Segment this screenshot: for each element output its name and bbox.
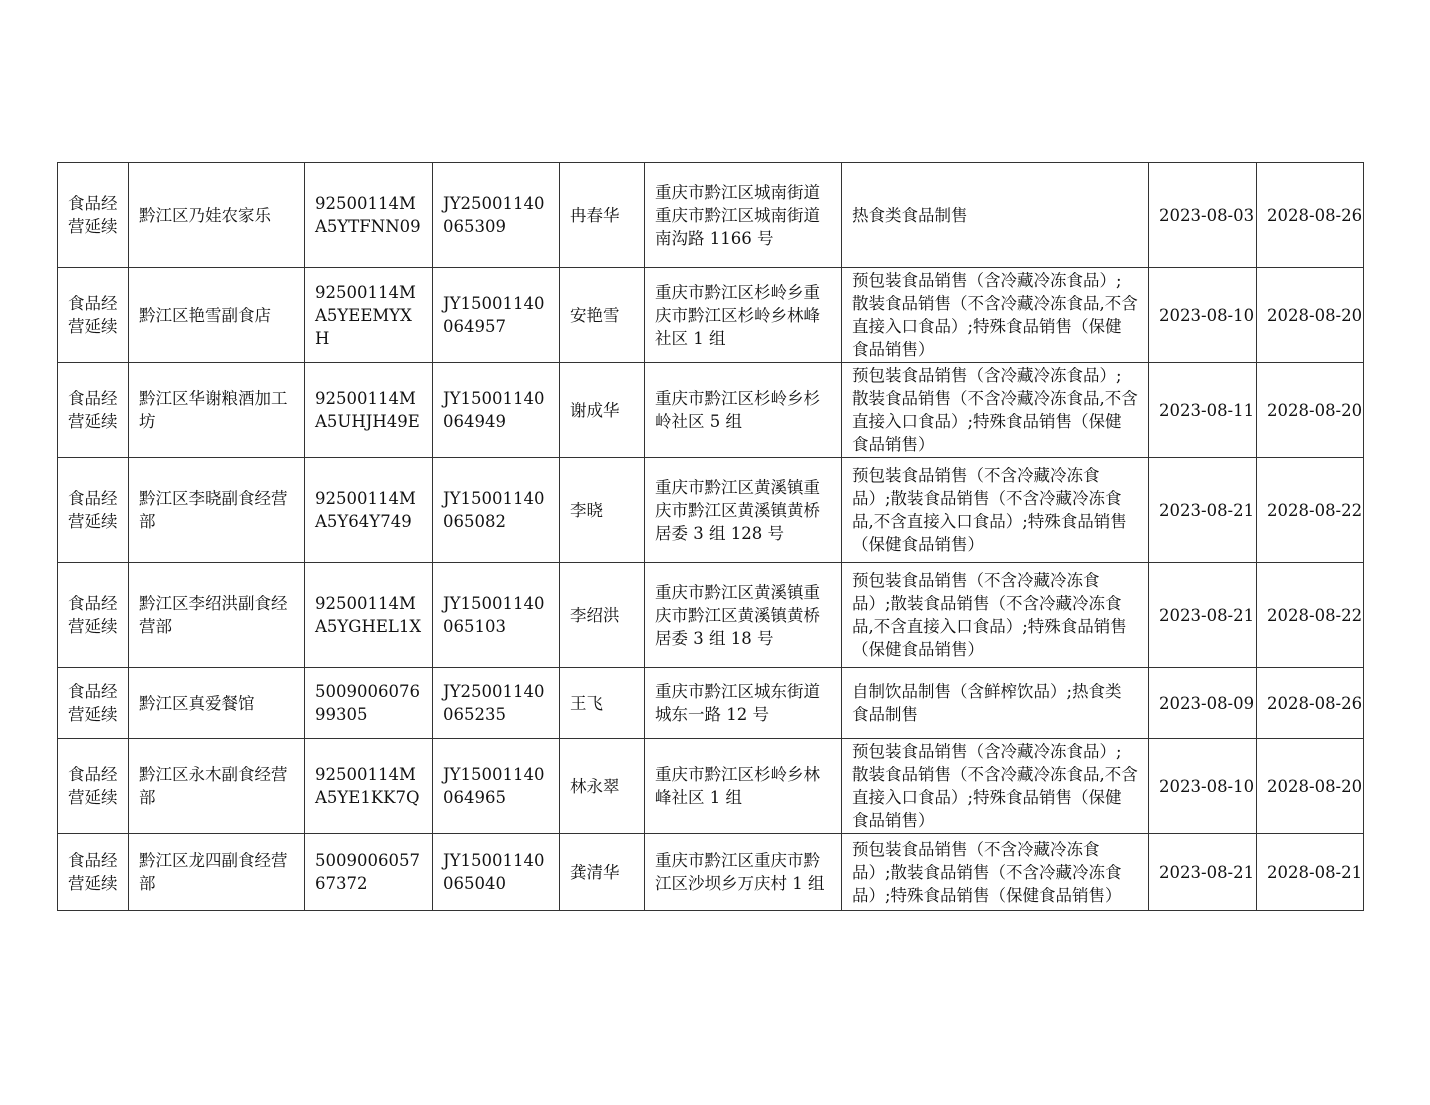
expiry-date: 2028-08-22 [1267,605,1363,625]
type-cell [58,834,129,911]
license-type: 食品经营延续 [68,489,118,531]
credit-code-cell [305,458,433,563]
type-cell [58,268,129,363]
business-name: 黔江区艳雪副食店 [139,305,271,325]
credit-code-cell [305,363,433,458]
license-no-cell [433,268,560,363]
scope-cell [842,458,1149,563]
name-cell [129,458,305,563]
scope-cell [842,268,1149,363]
type-cell [58,739,129,834]
name-cell [129,834,305,911]
legal-person: 李绍洪 [570,605,620,625]
type-cell [58,458,129,563]
business-name: 黔江区龙四副食经营部 [139,851,288,893]
expiry-date-cell [1257,268,1364,363]
expiry-date: 2028-08-26 [1267,205,1363,225]
issue-date-cell [1149,363,1257,458]
expiry-date-cell [1257,739,1364,834]
issue-date: 2023-08-21 [1159,862,1255,882]
address-cell [645,563,842,668]
issue-date-cell [1149,834,1257,911]
person-cell [560,834,645,911]
license-type: 食品经营延续 [68,294,118,336]
name-cell [129,363,305,458]
scope-cell [842,163,1149,268]
person-cell [560,458,645,563]
table-row [58,739,1364,834]
name-cell [129,563,305,668]
person-cell [560,668,645,739]
credit-code: 92500114MA5UHJH49E [315,389,420,431]
address-cell [645,458,842,563]
credit-code: 92500114MA5YGHEL1X [315,594,422,636]
scope-cell [842,834,1149,911]
license-type: 食品经营延续 [68,389,118,431]
business-address: 重庆市黔江区杉岭乡杉岭社区 5 组 [655,389,820,431]
expiry-date: 2028-08-20 [1267,776,1363,796]
business-scope: 自制饮品制售（含鲜榨饮品）;热食类食品制售 [852,682,1122,724]
license-number: JY15001140065040 [443,851,545,893]
address-cell [645,268,842,363]
business-scope: 预包装食品销售（含冷藏冷冻食品）;散装食品销售（不含冷藏冷冻食品,不含直接入口食品）;特殊食品销售（保健食品销售） [852,742,1138,830]
person-cell [560,363,645,458]
table-row [58,363,1364,458]
table-body [58,163,1364,911]
person-cell [560,739,645,834]
business-scope: 预包装食品销售（不含冷藏冷冻食品）;散装食品销售（不含冷藏冷冻食品,不含直接入口食品）;特殊食品销售（保健食品销售） [852,571,1127,659]
legal-person: 安艳雪 [570,305,620,325]
license-number: JY15001140065082 [443,489,545,531]
expiry-date: 2028-08-20 [1267,305,1363,325]
person-cell [560,563,645,668]
credit-code: 92500114MA5YTFNN09 [315,194,421,236]
expiry-date: 2028-08-20 [1267,400,1363,420]
business-address: 重庆市黔江区黄溪镇重庆市黔江区黄溪镇黄桥居委 3 组 128 号 [655,477,820,543]
type-cell [58,363,129,458]
name-cell [129,668,305,739]
business-scope: 预包装食品销售（不含冷藏冷冻食品）;散装食品销售（不含冷藏冷冻食品,不含直接入口食品）;特殊食品销售（保健食品销售） [852,466,1127,554]
expiry-date-cell [1257,834,1364,911]
business-address: 重庆市黔江区城南街道重庆市黔江区城南街道南沟路 1166 号 [655,182,820,248]
expiry-date: 2028-08-22 [1267,500,1363,520]
scope-cell [842,563,1149,668]
issue-date-cell [1149,268,1257,363]
credit-code-cell [305,268,433,363]
expiry-date: 2028-08-21 [1267,862,1363,882]
business-address: 重庆市黔江区城东街道城东一路 12 号 [655,682,820,724]
expiry-date-cell [1257,458,1364,563]
address-cell [645,668,842,739]
business-name: 黔江区华谢粮酒加工坊 [139,389,288,431]
type-cell [58,668,129,739]
business-address: 重庆市黔江区杉岭乡重庆市黔江区杉岭乡林峰社区 1 组 [655,282,820,348]
scope-cell [842,739,1149,834]
business-address: 重庆市黔江区黄溪镇重庆市黔江区黄溪镇黄桥居委 3 组 18 号 [655,582,820,648]
credit-code-cell [305,563,433,668]
business-address: 重庆市黔江区重庆市黔江区沙坝乡万庆村 1 组 [655,851,825,893]
type-cell [58,163,129,268]
license-no-cell [433,363,560,458]
issue-date: 2023-08-03 [1159,205,1255,225]
legal-person: 林永翠 [570,776,620,796]
license-number: JY25001140065309 [443,194,545,236]
issue-date-cell [1149,668,1257,739]
business-name: 黔江区李晓副食经营部 [139,489,288,531]
business-name: 黔江区真爱餐馆 [139,693,255,713]
issue-date: 2023-08-11 [1159,400,1255,420]
name-cell [129,163,305,268]
business-address: 重庆市黔江区杉岭乡林峰社区 1 组 [655,765,820,807]
expiry-date-cell [1257,563,1364,668]
business-name: 黔江区永木副食经营部 [139,765,288,807]
license-number: JY15001140064965 [443,765,545,807]
license-type: 食品经营延续 [68,682,118,724]
credit-code: 92500114MA5YEEMYXH [315,282,416,348]
license-no-cell [433,563,560,668]
table-row [58,563,1364,668]
license-number: JY25001140065235 [443,682,545,724]
person-cell [560,163,645,268]
issue-date-cell [1149,739,1257,834]
credit-code: 500900607699305 [315,682,420,724]
table-row [58,163,1364,268]
credit-code-cell [305,739,433,834]
address-cell [645,163,842,268]
issue-date: 2023-08-09 [1159,693,1255,713]
license-number: JY15001140065103 [443,594,545,636]
license-number: JY15001140064957 [443,294,545,336]
issue-date-cell [1149,458,1257,563]
business-name: 黔江区李绍洪副食经营部 [139,594,288,636]
table-row [58,458,1364,563]
scope-cell [842,668,1149,739]
name-cell [129,268,305,363]
issue-date-cell [1149,163,1257,268]
person-cell [560,268,645,363]
table-row [58,268,1364,363]
issue-date-cell [1149,563,1257,668]
issue-date: 2023-08-10 [1159,305,1255,325]
issue-date: 2023-08-10 [1159,776,1255,796]
table-row [58,668,1364,739]
credit-code: 92500114MA5Y64Y749 [315,489,416,531]
license-records-table [57,162,1364,911]
legal-person: 王飞 [570,693,603,713]
license-type: 食品经营延续 [68,594,118,636]
license-number: JY15001140064949 [443,389,545,431]
credit-code: 500900605767372 [315,851,420,893]
type-cell [58,563,129,668]
license-no-cell [433,458,560,563]
business-scope: 预包装食品销售（含冷藏冷冻食品）;散装食品销售（不含冷藏冷冻食品,不含直接入口食品）;特殊食品销售（保健食品销售） [852,366,1138,454]
expiry-date-cell [1257,363,1364,458]
license-type: 食品经营延续 [68,765,118,807]
legal-person: 李晓 [570,500,603,520]
business-name: 黔江区乃娃农家乐 [139,205,271,225]
credit-code-cell [305,668,433,739]
name-cell [129,739,305,834]
license-no-cell [433,739,560,834]
expiry-date-cell [1257,668,1364,739]
legal-person: 冉春华 [570,205,620,225]
license-no-cell [433,668,560,739]
credit-code-cell [305,834,433,911]
legal-person: 谢成华 [570,400,620,420]
issue-date: 2023-08-21 [1159,500,1255,520]
license-no-cell [433,163,560,268]
expiry-date: 2028-08-26 [1267,693,1363,713]
address-cell [645,363,842,458]
business-scope: 热食类食品制售 [852,205,968,225]
license-type: 食品经营延续 [68,194,118,236]
issue-date: 2023-08-21 [1159,605,1255,625]
address-cell [645,739,842,834]
business-scope: 预包装食品销售（不含冷藏冷冻食品）;散装食品销售（不含冷藏冷冻食品）;特殊食品销售（保健食品销售） [852,839,1122,905]
license-no-cell [433,834,560,911]
table-row [58,834,1364,911]
credit-code-cell [305,163,433,268]
address-cell [645,834,842,911]
credit-code: 92500114MA5YE1KK7Q [315,765,420,807]
business-scope: 预包装食品销售（含冷藏冷冻食品）;散装食品销售（不含冷藏冷冻食品,不含直接入口食品）;特殊食品销售（保健食品销售） [852,271,1138,359]
scope-cell [842,363,1149,458]
expiry-date-cell [1257,163,1364,268]
license-type: 食品经营延续 [68,851,118,893]
legal-person: 龚清华 [570,862,620,882]
